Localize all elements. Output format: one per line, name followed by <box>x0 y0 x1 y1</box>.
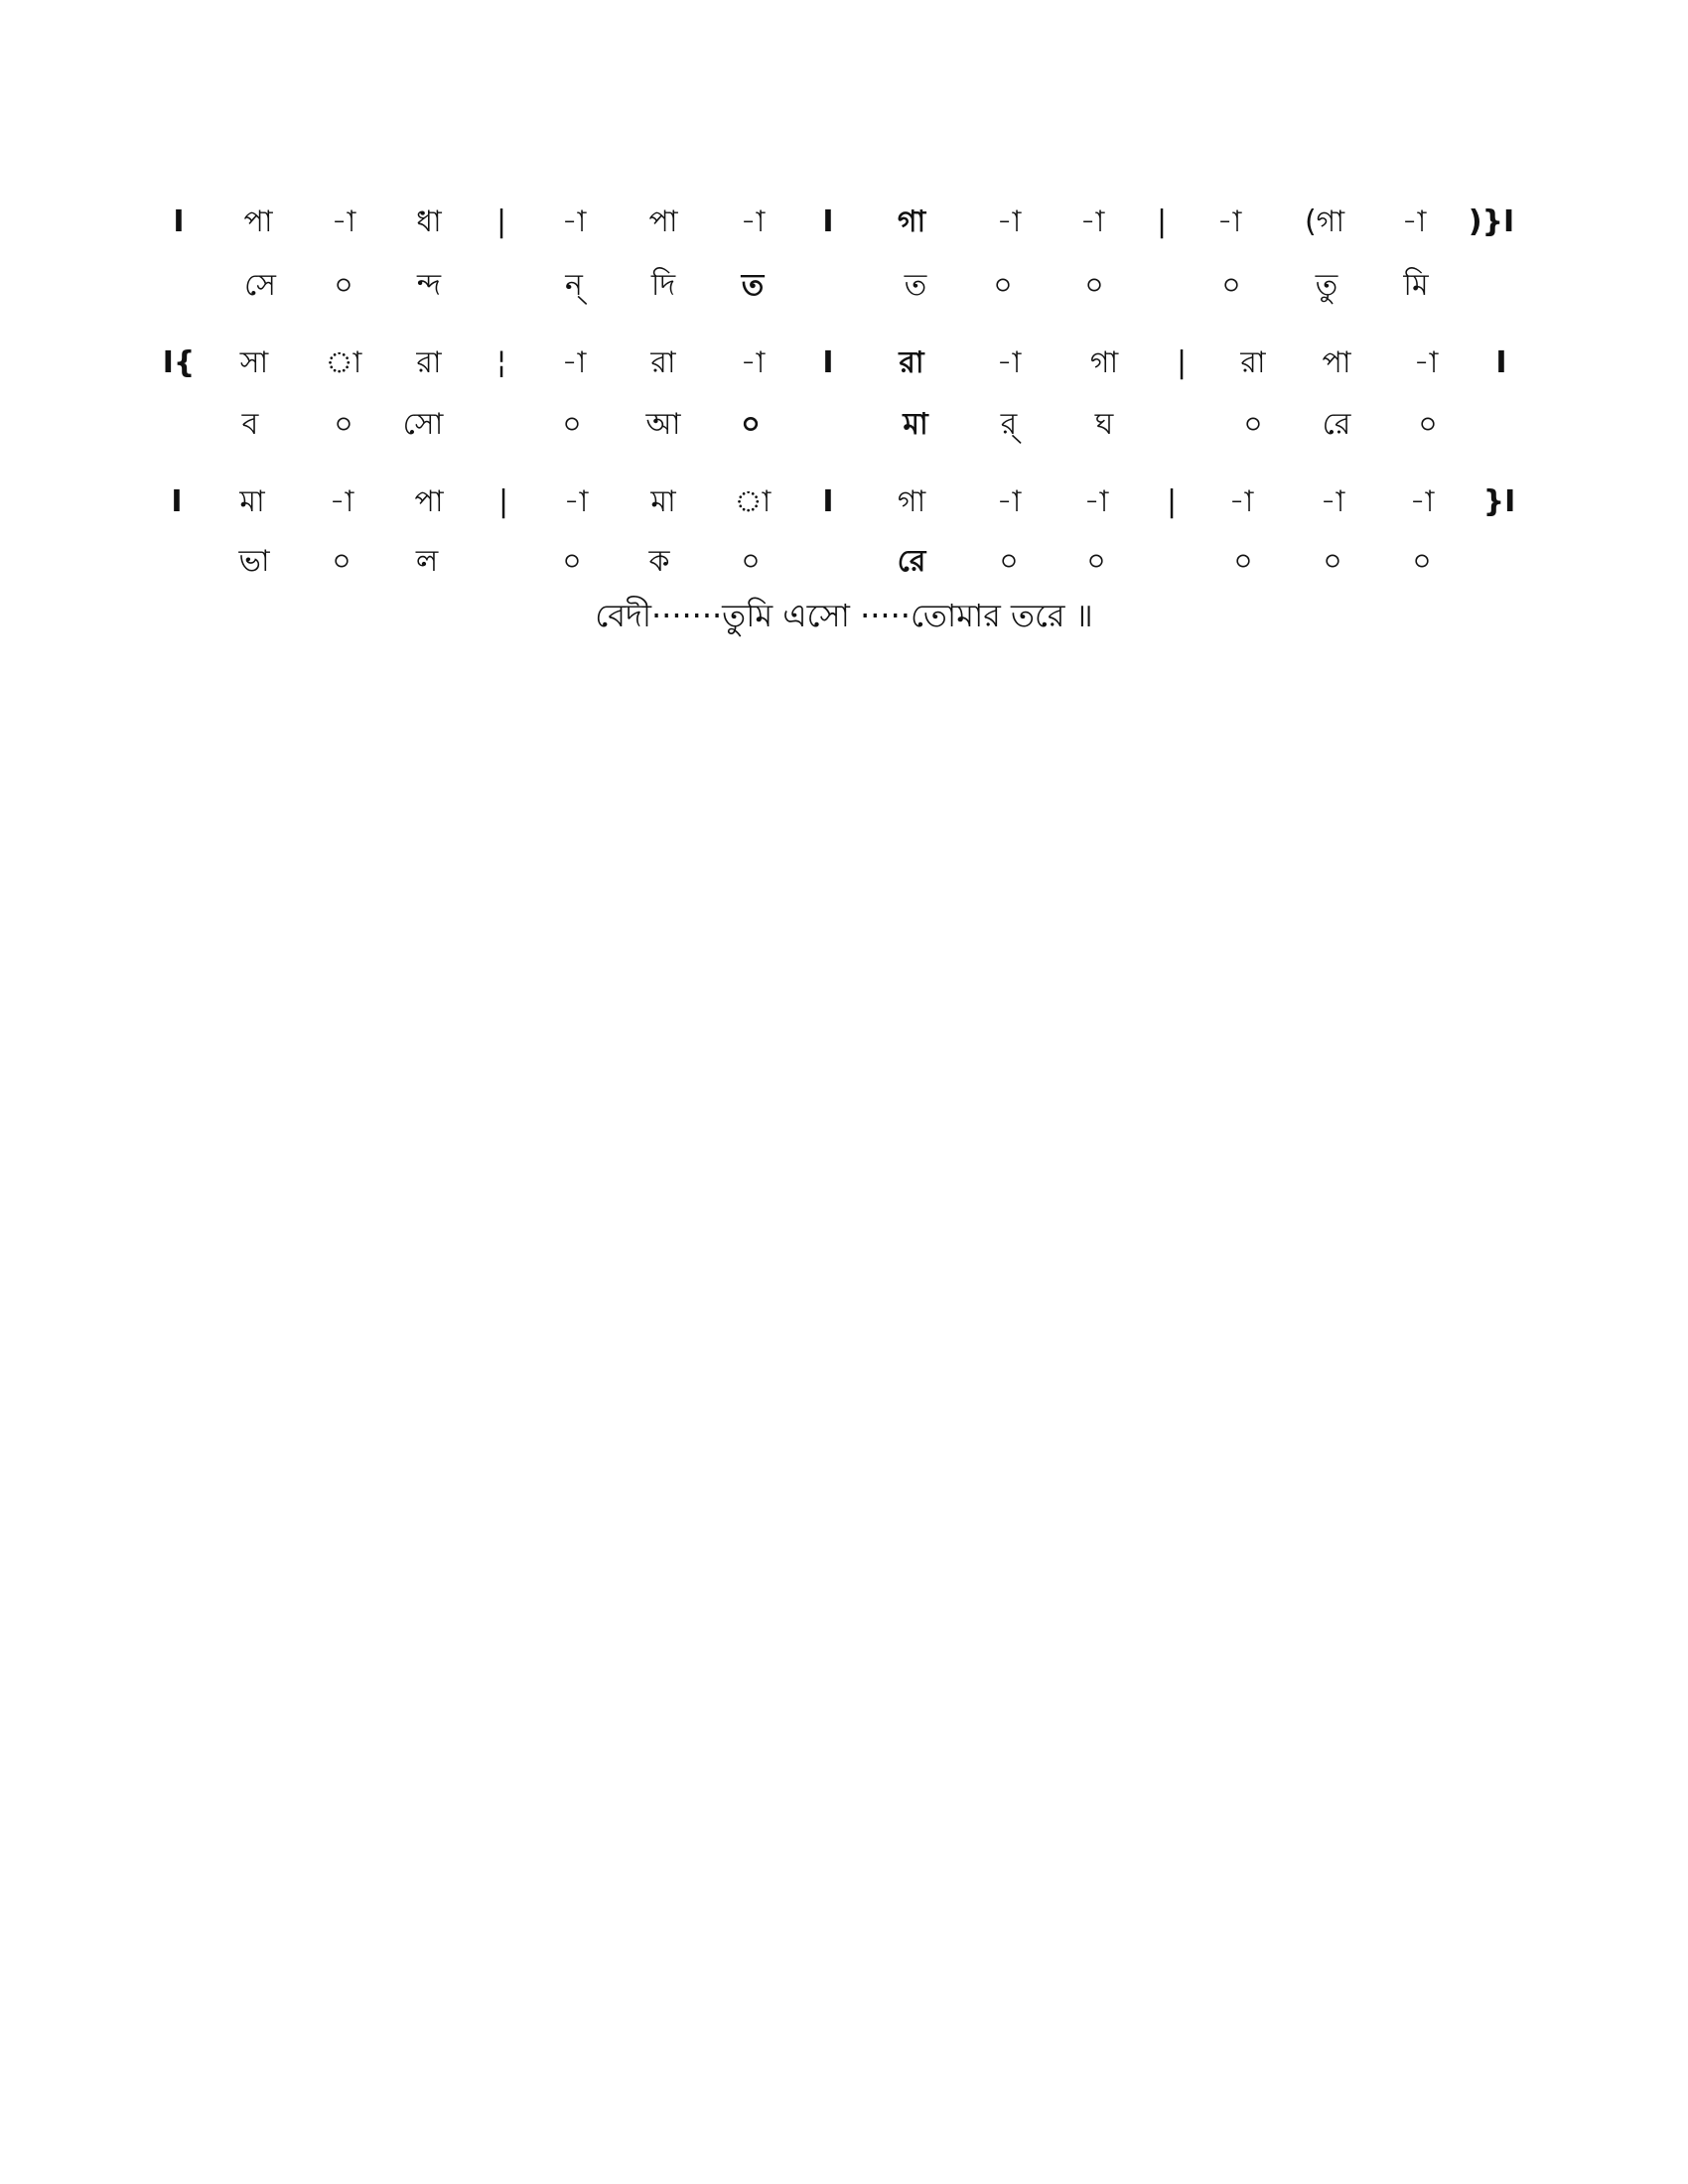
note: পা <box>648 205 678 239</box>
note: গা <box>897 484 926 519</box>
repeat-start: I{ <box>162 345 196 380</box>
note: মা <box>650 484 676 519</box>
note: -া <box>1409 484 1435 519</box>
note: I <box>173 205 185 239</box>
lyric-syllable: তু <box>1315 268 1338 303</box>
staff-1-lyrics <box>0 256 1688 316</box>
barline: I <box>822 345 834 380</box>
note: পা <box>243 205 273 239</box>
barline: | <box>497 484 509 519</box>
lyric-syllable: মা <box>903 407 928 442</box>
note: -া <box>996 345 1022 380</box>
staff-3-notes <box>0 473 1688 532</box>
note: -া <box>1413 345 1439 380</box>
note: -া <box>1228 484 1254 519</box>
lyric-syllable: সো <box>402 407 444 442</box>
barline: | <box>1156 205 1168 239</box>
lyric-syllable: ল <box>415 544 439 579</box>
barline: ¦ <box>495 345 507 380</box>
note: -া <box>996 205 1022 239</box>
lyric-syllable: ০ <box>741 544 761 579</box>
lyric-syllable: ত <box>904 268 927 303</box>
note: -া <box>561 205 587 239</box>
note: রা <box>416 345 442 380</box>
note: সা <box>239 345 269 380</box>
note: -া <box>1083 484 1109 519</box>
barline: | <box>495 205 507 239</box>
staff-2-lyrics <box>0 395 1688 455</box>
lyric-syllable: ন্দ <box>416 268 442 303</box>
refrain-line: বেদী·······তুমি এসো ·····তোমার তরে ॥ <box>595 597 1093 634</box>
repeat-end: )}I <box>1468 205 1515 239</box>
lyric-syllable: র্ <box>1000 407 1018 442</box>
lyric-syllable: ০ <box>1086 544 1106 579</box>
lyric-syllable: ০ <box>332 544 352 579</box>
barline: | <box>1166 484 1178 519</box>
lyric-syllable: রে <box>897 544 926 579</box>
note: -া <box>1079 205 1105 239</box>
lyric-syllable: ০ <box>993 268 1013 303</box>
note: -া <box>561 345 587 380</box>
lyric-syllable: ০ <box>741 407 761 442</box>
lyric-syllable: ন্ <box>565 268 583 303</box>
lyric-syllable: মি <box>1403 268 1429 303</box>
note: রা <box>650 345 676 380</box>
note: -া <box>331 205 356 239</box>
note: গা <box>897 205 926 239</box>
lyric-syllable: ০ <box>1233 544 1253 579</box>
lyric-syllable: ০ <box>999 544 1019 579</box>
barline: I <box>822 484 834 519</box>
lyric-syllable: ০ <box>1418 407 1438 442</box>
lyric-syllable: ত <box>741 268 765 303</box>
staff-3-lyrics <box>0 532 1688 592</box>
lyric-syllable: ভা <box>238 544 270 579</box>
note: রা <box>899 345 924 380</box>
note: রা <box>1240 345 1266 380</box>
note: (গা <box>1304 205 1345 239</box>
lyric-syllable: ০ <box>562 544 582 579</box>
note: পা <box>1322 345 1351 380</box>
lyric-syllable: সে <box>244 268 276 303</box>
lyric-syllable: দি <box>650 268 676 303</box>
lyric-syllable: ০ <box>562 407 582 442</box>
note: গা <box>1089 345 1119 380</box>
lyric-syllable: ০ <box>1243 407 1263 442</box>
note: -া <box>563 484 589 519</box>
lyric-syllable: ০ <box>1221 268 1241 303</box>
lyric-syllable: ক <box>648 544 670 579</box>
barline: | <box>1176 345 1188 380</box>
note: -া <box>740 205 766 239</box>
note: মা <box>239 484 265 519</box>
barline: I <box>1495 345 1507 380</box>
note: -া <box>329 484 354 519</box>
note: -া <box>740 345 766 380</box>
note: ধা <box>416 205 442 239</box>
lyric-syllable: ঘ <box>1094 407 1114 442</box>
staff-1-notes <box>0 193 1688 252</box>
note: -া <box>996 484 1022 519</box>
barline: I <box>822 205 834 239</box>
barline: I <box>171 484 183 519</box>
lyric-syllable: ০ <box>334 268 353 303</box>
note: -া <box>1320 484 1345 519</box>
lyric-syllable: ০ <box>334 407 353 442</box>
lyric-syllable: ০ <box>1084 268 1104 303</box>
repeat-end: }I <box>1482 484 1516 519</box>
note: -া <box>1401 205 1427 239</box>
note: -া <box>1216 205 1242 239</box>
lyric-syllable: রে <box>1322 407 1351 442</box>
note: া <box>734 484 772 519</box>
lyric-syllable: ব <box>241 407 259 442</box>
staff-2-notes <box>0 334 1688 393</box>
lyric-syllable: ০ <box>1323 544 1342 579</box>
note: া <box>325 345 362 380</box>
lyric-syllable: ০ <box>1412 544 1432 579</box>
lyric-syllable: আ <box>645 407 681 442</box>
note: পা <box>414 484 444 519</box>
